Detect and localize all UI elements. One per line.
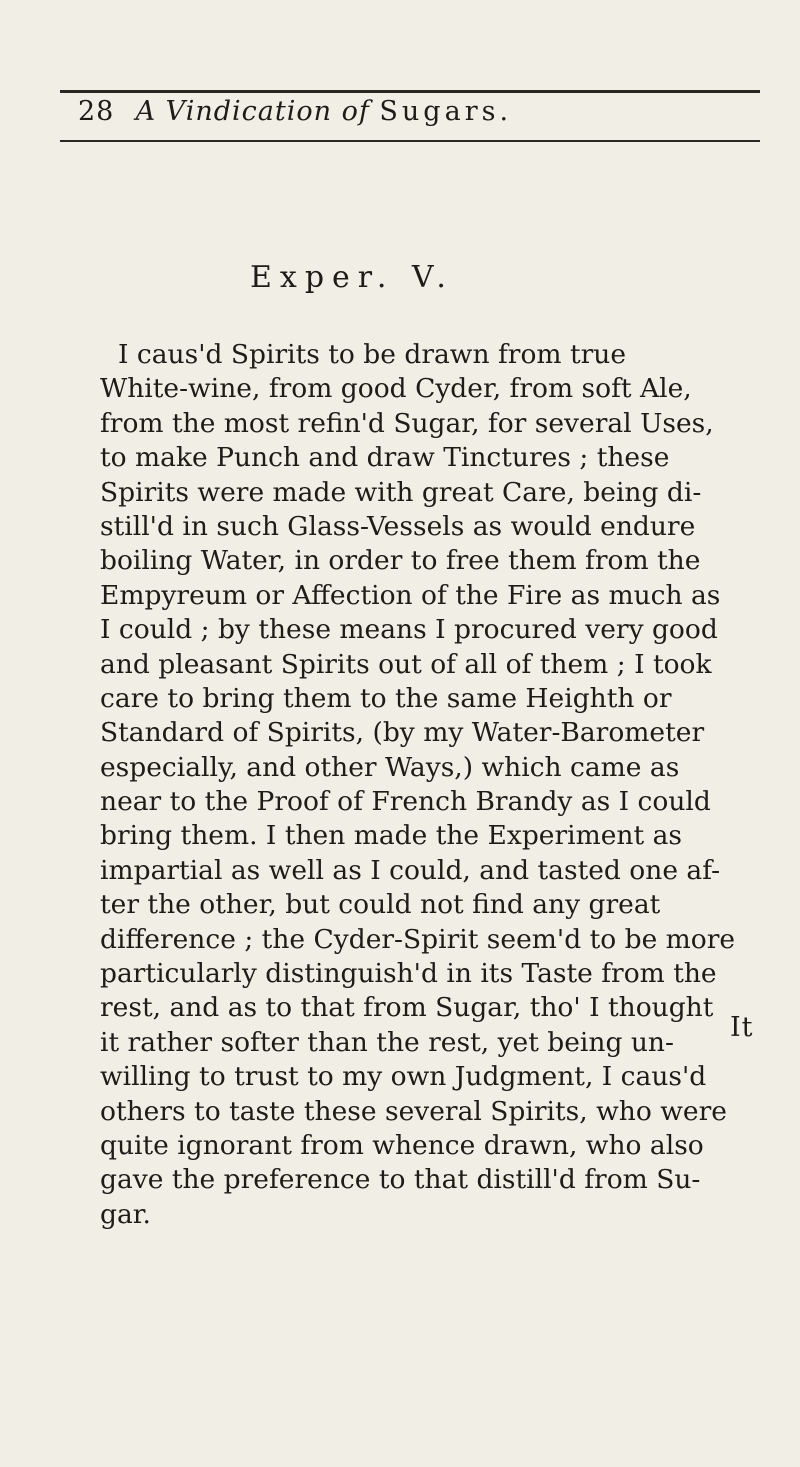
text-line: Spirits were made with great Care, being di- xyxy=(100,476,702,508)
catchword: It xyxy=(730,1012,754,1043)
text-line: gar. xyxy=(100,1198,151,1230)
text-line: Standard of Spirits, (by my Water-Barometer xyxy=(100,717,705,749)
text-line: particularly distinguish'd in its Taste from the xyxy=(100,958,717,990)
text-line: near to the Proof of French Brandy as I could xyxy=(100,786,711,818)
text-line: difference ; the Cyder-Spirit seem'd to be more xyxy=(100,923,736,955)
text-line: gave the preference to that distill'd from Su- xyxy=(100,1164,701,1196)
running-title-prefix: A Vindication of xyxy=(135,96,370,127)
experiment-heading: Exper. V. xyxy=(250,260,454,295)
text-line: boiling Water, in order to free them from the xyxy=(100,545,701,577)
text-line: to make Punch and draw Tinctures ; these xyxy=(100,442,670,474)
text-line: I caus'd Spirits to be drawn from true xyxy=(118,339,627,370)
text-line: Empyreum or Affection of the Fire as much as xyxy=(100,579,721,611)
text-line: from the most refin'd Sugar, for several Uses, xyxy=(100,407,714,439)
text-line: and pleasant Spirits out of all of them ; I took xyxy=(100,648,712,680)
header-top-rule xyxy=(60,90,760,93)
text-line: it rather softer than the rest, yet being un- xyxy=(100,1026,674,1058)
body-text xyxy=(100,338,790,1232)
text-line: impartial as well as I could, and tasted one af- xyxy=(100,854,721,886)
text-line: I could ; by these means I procured very good xyxy=(100,614,718,646)
text-line: especially, and other Ways,) which came as xyxy=(100,751,680,783)
text-line: rest, and as to that from Sugar, tho' I thought xyxy=(100,992,714,1024)
page-number: 28 xyxy=(78,96,115,127)
text-line: care to bring them to the same Heighth or xyxy=(100,682,672,714)
text-line: White-wine, from good Cyder, from soft Ale, xyxy=(100,373,692,405)
text-line: willing to trust to my own Judgment, I caus'd xyxy=(100,1061,707,1093)
header-bottom-rule xyxy=(60,140,760,142)
running-header xyxy=(78,96,758,130)
text-line: still'd in such Glass-Vessels as would endure xyxy=(100,510,696,542)
text-line: ter the other, but could not find any great xyxy=(100,889,661,921)
text-line: bring them. I then made the Experiment as xyxy=(100,820,682,852)
text-line: quite ignorant from whence drawn, who also xyxy=(100,1129,704,1161)
text-line: others to taste these several Spirits, who were xyxy=(100,1095,727,1127)
running-title-main: Sugars. xyxy=(379,96,513,127)
